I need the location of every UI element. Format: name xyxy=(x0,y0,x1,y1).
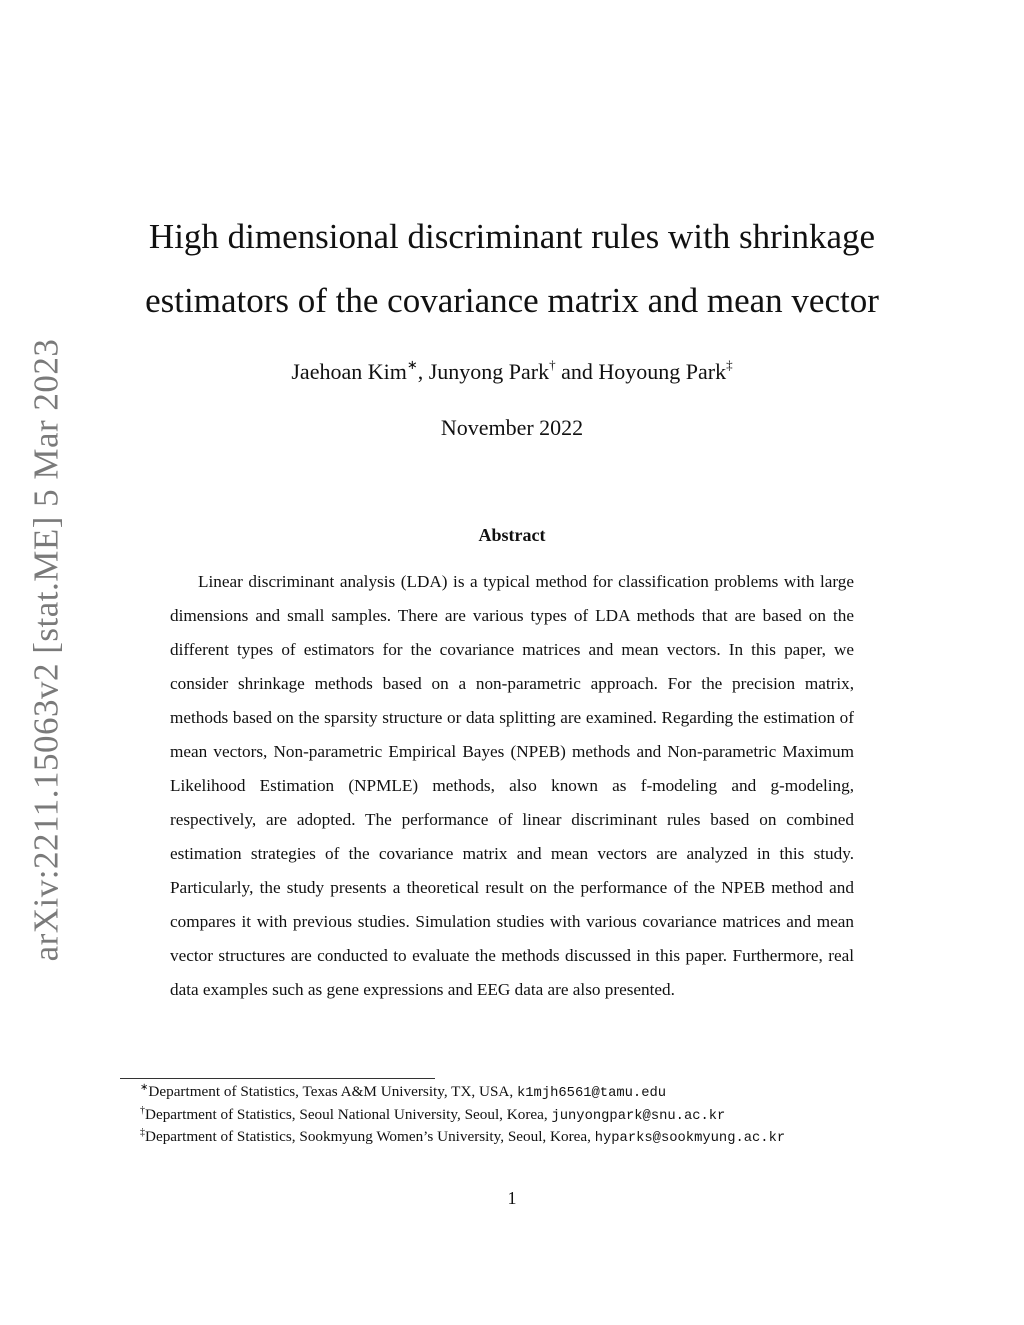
footnote-affiliation xyxy=(140,1105,900,1128)
author-list xyxy=(120,356,904,388)
footnote-mark: ‡ xyxy=(140,1127,145,1138)
abstract-text: Linear discriminant analysis (LDA) is a typical method for classification problems with large dimensions and small samples. There are various types of LDA methods that are based on the different types of estimators for the covariance matrices and mean vectors. In this paper, we consider shrinkage methods based on a non-parametric approach. For the precision matrix, methods based on the sparsity structure or data splitting are examined. Regarding the estimation of mean vectors, Non-parametric Empirical Bayes (NPEB) methods and Non-parametric Maximum Likelihood Estimation (NPMLE) methods, also known as f-modeling and g-modeling, respectively, are adopted. The performance of linear discriminant rules based on combined estimation strategies of the covariance matrix and mean vectors are analyzed in this study. Particularly, the study presents a theoretical result on the performance of the NPEB method and compares it with previous studies. Simulation studies with various covariance matrices and mean vector structures are conducted to evaluate the methods discussed in this paper. Furthermore, real data examples such as gene expressions and EEG data are also presented. xyxy=(170,572,854,999)
email-link[interactable]: k1mjh6561@tamu.edu xyxy=(517,1086,667,1101)
footnote-affiliation xyxy=(140,1127,900,1150)
email-link[interactable]: junyongpark@snu.ac.kr xyxy=(551,1108,726,1124)
footnote-divider xyxy=(120,1078,435,1079)
footnote-text: Department of Statistics, Texas A&M University, TX, USA, xyxy=(148,1083,517,1100)
arxiv-identifier-stamp xyxy=(14,338,78,962)
author-name: Hoyoung Park xyxy=(598,359,727,384)
author-footnote-mark: † xyxy=(549,357,556,372)
page-number: 1 xyxy=(507,1188,517,1208)
paper-title xyxy=(120,205,904,333)
author-footnote-mark: ‡ xyxy=(726,357,733,372)
arxiv-id-text: arXiv:2211.15063v2 [stat.ME] 5 Mar 2023 xyxy=(26,338,65,962)
title-line-1: High dimensional discriminant rules with shrinkage xyxy=(148,217,876,256)
author-name: Jaehoan Kim xyxy=(291,359,407,384)
footnote-affiliation xyxy=(140,1082,900,1105)
footnote-text: Department of Statistics, Seoul National University, Seoul, Korea, xyxy=(145,1105,552,1123)
footnotes xyxy=(140,1082,900,1150)
publication-date: November 2022 xyxy=(440,415,584,440)
author-separator: , xyxy=(417,359,429,384)
title-line-2: estimators of the covariance matrix and mean vector xyxy=(145,281,879,320)
footnote-mark: ∗ xyxy=(140,1082,149,1093)
author-footnote-mark: ∗ xyxy=(406,357,418,372)
author-separator: and xyxy=(555,359,599,384)
footnote-mark: † xyxy=(140,1104,145,1116)
abstract-heading: Abstract xyxy=(478,525,546,545)
email-link[interactable]: hyparks@sookmyung.ac.kr xyxy=(594,1131,786,1146)
footnote-text: Department of Statistics, Sookmyung Women’s University, Seoul, Korea, xyxy=(145,1128,595,1145)
author-name: Junyong Park xyxy=(428,359,550,384)
